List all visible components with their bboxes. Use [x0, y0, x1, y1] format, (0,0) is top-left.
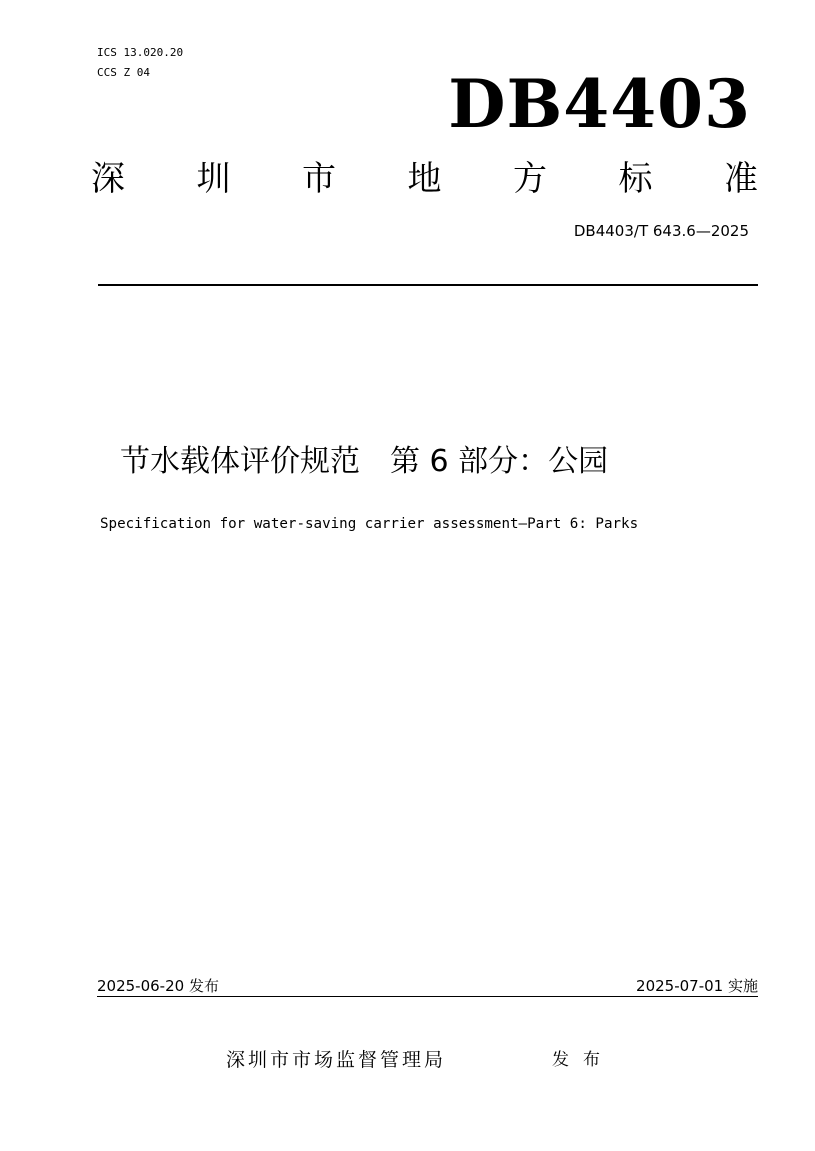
implementation-date: 2025-07-01 实施: [636, 977, 758, 995]
standard-type-char: 市: [302, 159, 336, 199]
standard-type-char: 深: [91, 159, 125, 199]
standard-number: DB4403/T 643.6—2025: [573, 222, 749, 240]
ics-code: ICS 13.020.20: [97, 46, 184, 59]
issuing-authority: 深圳市市场监督管理局: [226, 1049, 447, 1071]
standard-type-char: 准: [724, 159, 758, 199]
standard-type-char: 地: [407, 159, 442, 199]
standard-brand-code: DB4403: [448, 65, 751, 143]
standard-type: [91, 155, 758, 203]
date-divider: [97, 996, 758, 997]
standard-type-char: 方: [513, 159, 547, 199]
header-divider: [98, 284, 758, 286]
standard-type-char: 圳: [196, 159, 231, 199]
publish-label: 发布: [552, 1050, 614, 1070]
issue-date: 2025-06-20 发布: [97, 977, 219, 995]
ccs-code: CCS Z 04: [97, 66, 150, 79]
title-chinese: 节水载体评价规范 第 6 部分：公园: [120, 444, 609, 479]
title-english: Specification for water-saving carrier assessment—Part 6: Parks: [100, 516, 639, 532]
standard-type-char: 标: [618, 159, 653, 199]
classification-codes: [97, 43, 183, 83]
